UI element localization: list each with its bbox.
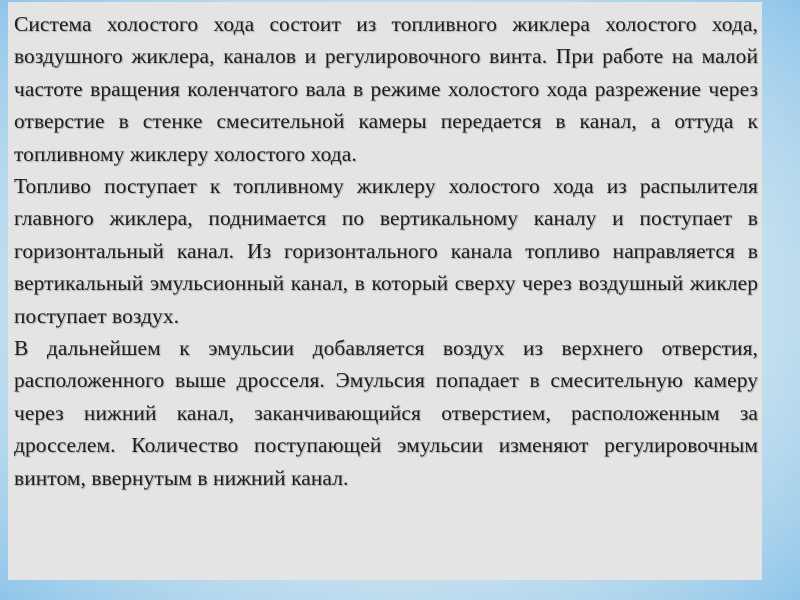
paragraph-emulsion: В дальнейшем к эмульсии добавляется воздух из верхнего отверстия, расположенного выше дросселя. Эмульсия попадает в смесительную камеру через нижний канал, заканчивающийся отверстием, расположенным за дросселем. Количество поступающей эмульсии изменяют регулировочным винтом, ввернутым в нижний канал. xyxy=(14,336,758,490)
paragraph-fuel-flow: Топливо поступает к топливному жиклеру холостого хода из распылителя главного жиклера, поднимается по вертикальному каналу и поступает в горизонтальный канал. Из горизонтального канала топливо направляется в вертикальный эмульсионный канал, в который сверху через воздушный жиклер поступает воздух. xyxy=(14,174,758,328)
paragraph-idle-system: Система холостого хода состоит из топливного жиклера холостого хода, воздушного жиклера, каналов и регулировочного винта. При работе на малой частоте вращения коленчатого вала в режиме холостого хода разрежение через отверстие в стенке смесительной камеры передается в канал, а оттуда к топливному жиклеру холостого хода. xyxy=(14,12,758,166)
text-panel xyxy=(8,2,762,580)
